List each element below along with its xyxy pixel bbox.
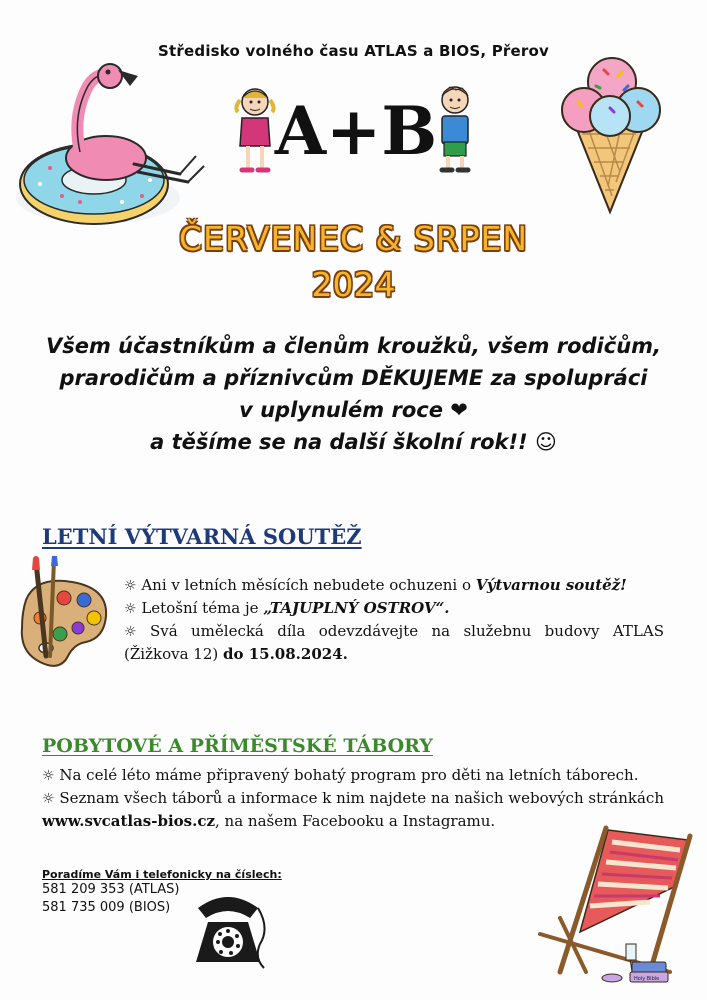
year-title: 2024 (311, 265, 396, 304)
sun-bullet-icon: ☼ (124, 578, 137, 594)
camps-item (42, 764, 664, 787)
website-link[interactable]: www.svcatlas-bios.cz (42, 812, 215, 830)
camps-heading: POBYTOVÉ A PŘÍMĚSTSKÉ TÁBORY (42, 735, 433, 757)
flamingo-float-icon (10, 56, 210, 226)
contest-item-text: Svá umělecká díla odevzdávejte na služebnu budovy ATLAS (Žižkova 12) (124, 622, 664, 663)
contest-item-text: Ani v letních měsících nebudete ochuzeni o (141, 576, 476, 594)
sun-bullet-icon: ☼ (124, 624, 137, 640)
contest-item-text: Letošní téma je (141, 599, 264, 617)
sun-bullet-icon: ☼ (42, 768, 55, 784)
contest-item (124, 574, 664, 597)
phone-atlas: 581 209 353 (ATLAS) (42, 882, 180, 897)
book-label: Holy Bible (634, 976, 660, 982)
deck-chair-icon (520, 822, 696, 990)
contest-deadline: do 15.08.2024. (223, 645, 348, 663)
contest-item-emphasis: Výtvarnou soutěž! (475, 576, 627, 594)
thanks-line: a těšíme se na další školní rok!! ☺ (150, 430, 557, 454)
camps-item-text: Seznam všech táborů a informace k nim najdete na našich webových stránkách (59, 789, 664, 807)
thanks-message (40, 330, 667, 458)
a-plus-b-logo (232, 82, 480, 182)
sun-bullet-icon: ☼ (124, 601, 137, 617)
sun-bullet-icon: ☼ (42, 791, 55, 807)
thanks-line: prarodičům a příznivcům DĚKUJEME za spolupráci (59, 366, 648, 390)
contest-theme: „TAJUPLNÝ OSTROV“. (263, 599, 450, 617)
paint-palette-icon (16, 556, 116, 676)
camps-item-text: Na celé léto máme připravený bohatý program pro děti na letních táborech. (59, 766, 639, 784)
contest-heading: LETNÍ VÝTVARNÁ SOUTĚŽ (42, 524, 362, 549)
telephone-icon (188, 888, 268, 972)
months-title: ČERVENEC & SRPEN (178, 219, 529, 258)
logo-text: A+B (274, 92, 438, 170)
contact-heading: Poradíme Vám i telefonicky na číslech: (42, 868, 282, 881)
organization-name: Středisko volného času ATLAS a BIOS, Přerov (158, 42, 549, 60)
camps-item-text: , na našem Facebooku a Instagramu. (215, 812, 496, 830)
contest-item (124, 620, 664, 665)
thanks-line: Všem účastníkům a členům kroužků, všem rodičům, (45, 334, 662, 358)
boy-figure-icon (432, 82, 478, 176)
phone-bios: 581 735 009 (BIOS) (42, 900, 171, 915)
ice-cream-icon (552, 56, 672, 216)
contest-item (124, 597, 664, 620)
contest-details (124, 574, 664, 665)
thanks-line: v uplynulém roce ❤ (239, 398, 468, 422)
